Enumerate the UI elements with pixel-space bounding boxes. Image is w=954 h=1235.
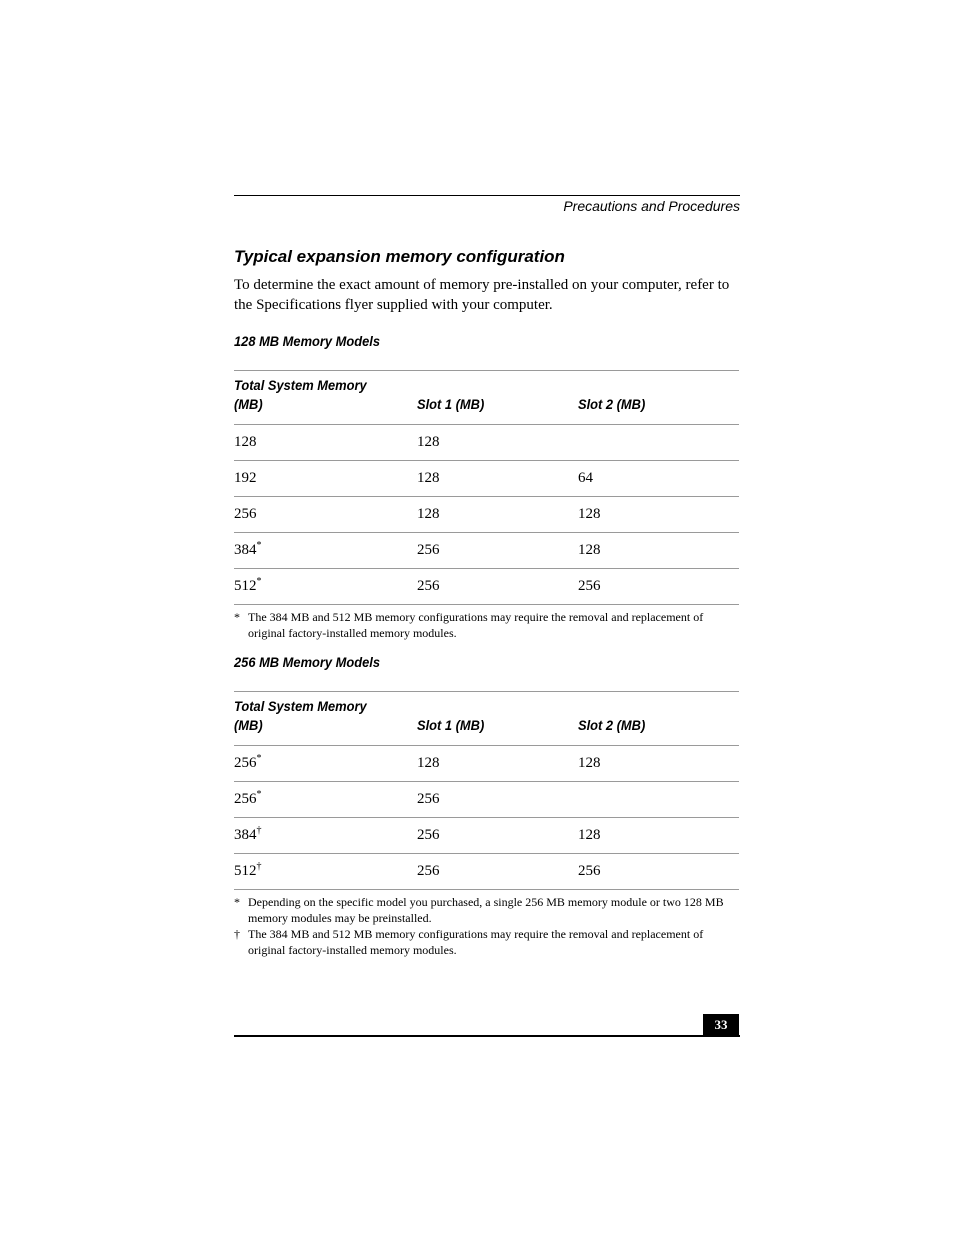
table-row xyxy=(234,461,739,497)
cell-slot2: 256 xyxy=(578,578,601,594)
table-header-row xyxy=(234,692,739,746)
cell-total: 256 xyxy=(234,506,257,522)
footnote-symbol: † xyxy=(234,927,240,941)
cell-slot1: 256 xyxy=(417,578,440,594)
cell-slot1: 128 xyxy=(417,506,440,522)
table-256mb-models xyxy=(234,691,739,890)
column-header-slot1: Slot 1 (MB) xyxy=(417,717,485,733)
footnote-text: The 384 MB and 512 MB memory configurations may require the removal and replacement of original factory-installed memory modules. xyxy=(248,610,704,640)
column-header-slot2: Slot 2 (MB) xyxy=(578,717,646,733)
cell-slot1: 256 xyxy=(417,863,440,879)
cell-slot2: 128 xyxy=(578,827,601,843)
table-128-heading: 128 MB Memory Models xyxy=(234,333,381,349)
footnote-mark: * xyxy=(256,789,262,800)
column-header-total-line2: (MB) xyxy=(234,396,263,412)
column-header-slot2: Slot 2 (MB) xyxy=(578,396,646,412)
intro-paragraph: To determine the exact amount of memory pre-installed on your computer, refer to the Specifications flyer supplied with your computer. xyxy=(234,277,730,313)
cell-slot1: 256 xyxy=(417,791,440,807)
table-row xyxy=(234,746,739,782)
cell-slot2: 128 xyxy=(578,755,601,771)
cell-slot1: 128 xyxy=(417,470,440,486)
footnote-mark: † xyxy=(256,825,262,836)
cell-slot2: 64 xyxy=(578,470,593,486)
column-header-total-line2: (MB) xyxy=(234,717,263,733)
cell-total: 256* xyxy=(234,789,262,807)
section-title: Typical expansion memory configuration xyxy=(234,247,565,266)
cell-slot1: 128 xyxy=(417,755,440,771)
page-number: 33 xyxy=(703,1014,739,1036)
table-256-footnote-2 xyxy=(234,926,734,958)
cell-total: 256* xyxy=(234,753,262,771)
table-row xyxy=(234,782,739,818)
table-256-footnote-1 xyxy=(234,894,734,926)
table-row xyxy=(234,569,739,605)
column-header-total-line1: Total System Memory xyxy=(234,377,367,393)
cell-total: 512† xyxy=(234,861,262,879)
column-header-total xyxy=(234,376,378,414)
footnote-mark: † xyxy=(256,861,262,872)
cell-total: 128 xyxy=(234,434,257,450)
table-row xyxy=(234,533,739,569)
cell-slot1: 128 xyxy=(417,434,440,450)
column-header-total-line1: Total System Memory xyxy=(234,698,367,714)
cell-slot2: 128 xyxy=(578,542,601,558)
cell-total: 192 xyxy=(234,470,257,486)
table-row xyxy=(234,818,739,854)
footnote-symbol: * xyxy=(234,895,240,909)
footnote-mark: * xyxy=(256,753,262,764)
footer-rule xyxy=(234,1035,740,1037)
table-row xyxy=(234,425,739,461)
footnote-mark: * xyxy=(256,540,262,551)
table-row xyxy=(234,854,739,890)
running-head: Precautions and Procedures xyxy=(563,198,740,214)
footnote-text: The 384 MB and 512 MB memory configurations may require the removal and replacement of original factory-installed memory modules. xyxy=(248,927,704,957)
cell-slot2: 256 xyxy=(578,863,601,879)
table-256-heading: 256 MB Memory Models xyxy=(234,654,381,670)
column-header-slot1: Slot 1 (MB) xyxy=(417,396,485,412)
footnote-text: Depending on the specific model you purchased, a single 256 MB memory module or two 128 MB memory modules may be preinstalled. xyxy=(248,895,724,925)
cell-total: 512* xyxy=(234,576,262,594)
cell-slot1: 256 xyxy=(417,542,440,558)
cell-total: 384† xyxy=(234,825,262,843)
cell-slot2: 128 xyxy=(578,506,601,522)
cell-total: 384* xyxy=(234,540,262,558)
table-row xyxy=(234,497,739,533)
table-128mb-models xyxy=(234,370,739,605)
table-128-footnote xyxy=(234,609,734,641)
footnote-symbol: * xyxy=(234,610,240,624)
table-header-row xyxy=(234,371,739,425)
header-rule xyxy=(234,195,740,196)
column-header-total xyxy=(234,697,378,735)
footnote-mark: * xyxy=(256,576,262,587)
cell-slot1: 256 xyxy=(417,827,440,843)
